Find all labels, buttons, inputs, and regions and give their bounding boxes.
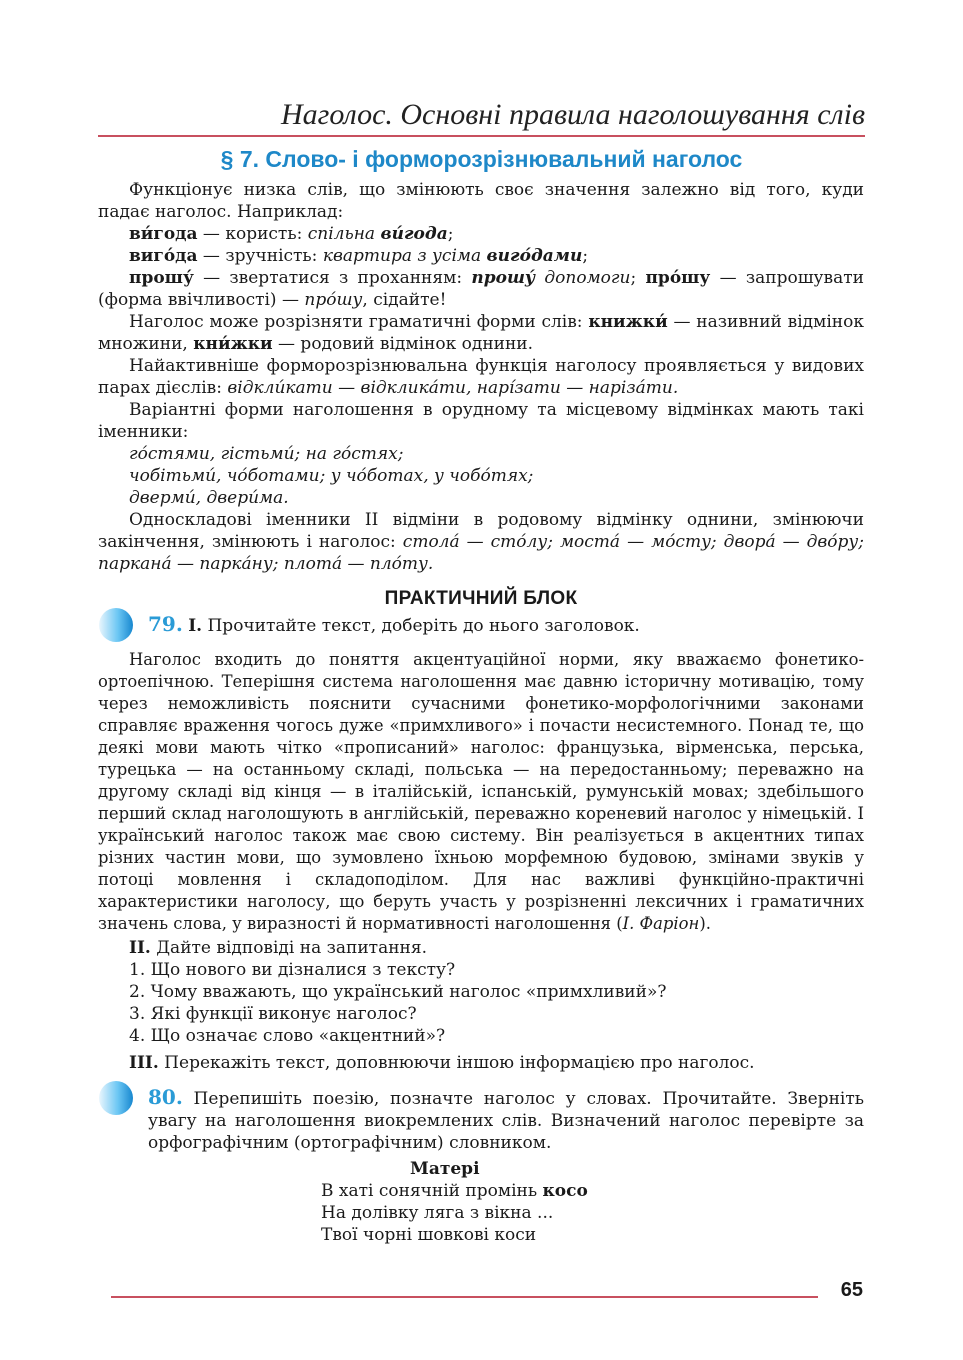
exercise-79 bbox=[98, 613, 864, 637]
footer-divider bbox=[111, 1296, 818, 1298]
poem-line: На долівку ляга з вікна ... bbox=[321, 1203, 554, 1223]
poem-line: В хаті сонячній промінь косо bbox=[321, 1181, 588, 1201]
question-item: 4. Що означає слово «акцентний»? bbox=[129, 1026, 446, 1046]
author-name: І. Фаріон bbox=[622, 914, 700, 933]
example-proshu: прошу́ — звертатися з проханням: прошу́ допомоги; про́шу — запрошувати (форма ввічливості) — про́шу, сідайте! bbox=[98, 268, 864, 310]
retell-task: III. Перекажіть текст, доповнюючи іншою інформацією про наголос. bbox=[129, 1053, 755, 1073]
page-number: 65 bbox=[840, 1279, 863, 1301]
header-divider bbox=[98, 135, 865, 137]
section-title: § 7. Слово- і форморозрізнювальний наголос bbox=[220, 146, 743, 172]
theory-paragraph-2: Наголос може розрізняти граматичні форми слів: книжки́ — називний відмінок множини, кни́жки — родовий відмінок однини. bbox=[98, 312, 864, 354]
question-item: 1. Що нового ви дізналися з тексту? bbox=[129, 960, 456, 980]
page-content bbox=[98, 179, 864, 1246]
reading-text: Наголос входить до поняття акцентуаційної норми, яку вважаємо фонетико-ортоепічною. Теперішня система наголошення має давню історичну мотивацію, тому через неможливість пояснити сучасними фонетико-морфологічними законами справляє враження чогось дуже «примхливого» і почасти несистемного. Понад те, що деякі мови мають чітко «прописаний» наголос: французька, вірменська, перська, турецька — на останньому складі, польська — на передостанньому; переважно на другому складі від кінця — в італійській, іспанській, румунській мовах; здебільшого перший склад наголошують в англійській, переважно кореневий наголос у німецькій. І український наголос також має свою систему. Він реалізується в акцентних типах різних частин мови, що зумовлено їхньою морфемною будовою, змінами звуків у потоці мовлення і складоподілом. Для нас важливі функційно-практичні характеристики наголосу, що беруть участь у розрізненні лексичних і граматичних значень слова, у виразності й нормативності наголошення (І. Фаріон). bbox=[98, 650, 864, 933]
exercise-marker-icon bbox=[99, 1081, 133, 1115]
exercise-number: 79. bbox=[148, 612, 183, 636]
exercise-80-task: 80. Перепишіть поезію, позначте наголос у словах. Прочитайте. Зверніть увагу на наголошення виокремлених слів. Визначений наголос перевірте за орфографічним (ортографічним) словником. bbox=[148, 1085, 864, 1153]
example-vyhoda-2: виго́да — зручність: квартира з усіма виго́дами; bbox=[129, 246, 589, 266]
exercise-80 bbox=[98, 1086, 864, 1154]
theory-paragraph-3: Найактивніше формоpозрізнювальна функція наголосу проявляється у видових парах дієслів: відкли́кати — відклика́ти, нарі́зати — нарізáти. bbox=[98, 356, 864, 398]
question-item: 3. Які функції виконує наголос? bbox=[129, 1004, 417, 1024]
noun-forms-1: го́стями, гістьми́; на го́стях; bbox=[129, 444, 404, 464]
question-item: 2. Чому вважають, що український наголос «примхливий»? bbox=[129, 982, 667, 1002]
questions-block bbox=[98, 937, 864, 1074]
example-word: виго́да bbox=[129, 246, 198, 266]
theory-paragraph-1: Функціонує низка слів, що змінюють своє значення залежно від того, куди падає наголос. Наприклад: bbox=[98, 180, 864, 222]
exercise-79-task: 79. I. Прочитайте текст, доберіть до нього заголовок. bbox=[148, 612, 640, 636]
example-word: ви́года bbox=[129, 224, 198, 244]
running-title: Наголос. Основні правила наголошування слів bbox=[281, 98, 865, 131]
noun-forms-2: чобітьми́, чо́ботами; у чо́ботах, у чобо́тях; bbox=[129, 466, 534, 486]
poem-title: Матері bbox=[410, 1159, 480, 1179]
noun-forms-3: дверми́, двери́ма. bbox=[129, 488, 289, 508]
example-vyhoda-1: ви́года — користь: спільна ви́года; bbox=[129, 224, 454, 244]
questions-task: II. Дайте відповіді на запитання. bbox=[129, 938, 428, 958]
practice-block-title: ПРАКТИЧНИЙ БЛОК bbox=[384, 588, 578, 609]
theory-paragraph-5: Односкладові іменники II відміни в родовому відмінку однини, змінюючи закінчення, змінюють і наголос: стола́ — сто́лу; моста́ — мо́сту; двора́ — дво́ру; паркана́ — парка́ну; плота́ — пло́ту. bbox=[98, 510, 864, 574]
exercise-number: 80. bbox=[148, 1085, 183, 1109]
poem-line: Твої чорні шовкові коси bbox=[321, 1225, 537, 1245]
theory-paragraph-4: Варіантні форми наголошення в орудному та місцевому відмінках мають такі іменники: bbox=[98, 400, 864, 442]
exercise-marker-icon bbox=[99, 608, 133, 642]
